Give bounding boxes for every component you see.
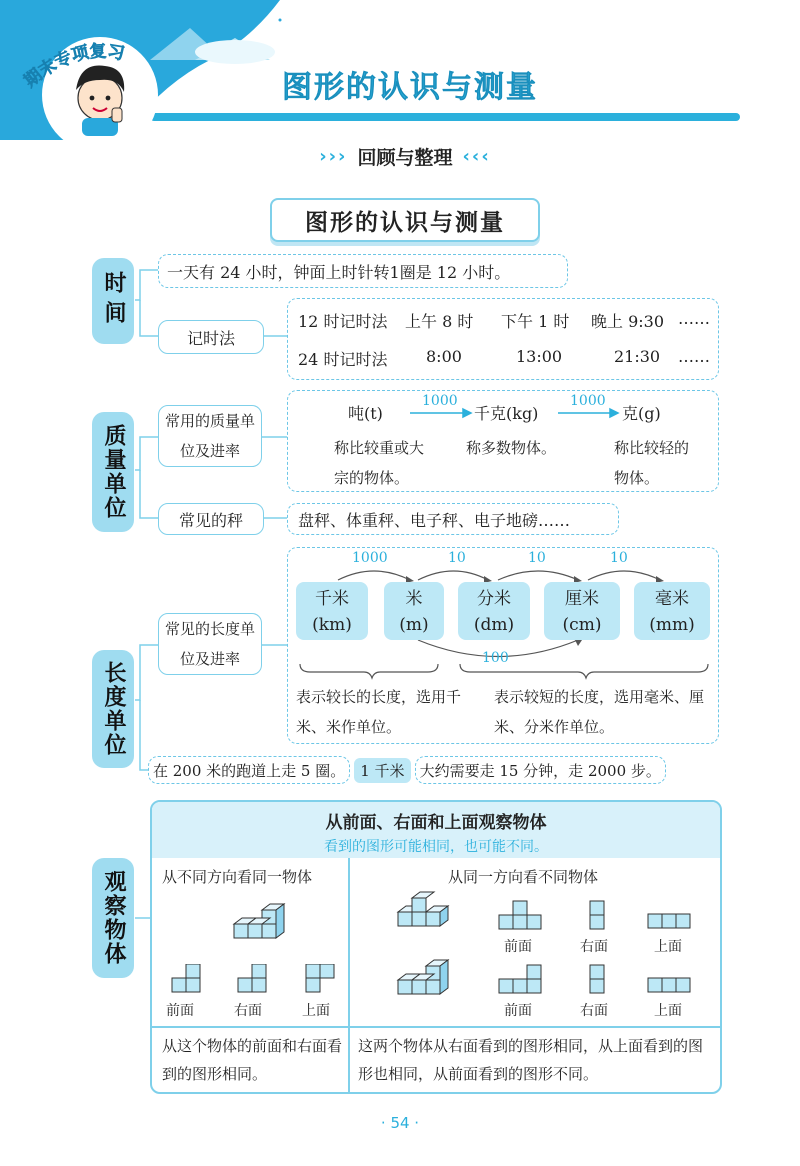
right-arrows-icon: ‹‹‹ (462, 145, 491, 167)
length-example-left (148, 756, 350, 784)
front-view-icon (170, 964, 202, 994)
length-units-box (287, 547, 719, 744)
time-row2-b: 13:00 (516, 347, 563, 366)
mass-unit-kg: 千克(kg) (474, 404, 539, 423)
left-right-label: 右面 (234, 1003, 262, 1019)
section-title: 回顾与整理 (357, 146, 453, 169)
object-b-right-label: 右面 (580, 1003, 608, 1019)
unit-m (384, 582, 444, 640)
unit-dm-sym: (dm) (473, 615, 515, 635)
length-label (92, 650, 134, 768)
object-b-top-label: 上面 (654, 1003, 682, 1019)
time-row1-more: …… (678, 309, 710, 328)
unit-dm (458, 582, 530, 640)
mass-scales-text: 盘秤、体重秤、电子秤、电子地磅…… (298, 510, 571, 530)
time-row1-name: 12 时记时法 (298, 312, 388, 331)
length-label-text: 长度单位 (101, 661, 126, 757)
observe-header (152, 802, 720, 858)
length-braces (288, 660, 718, 680)
time-fact-text: 一天有 24 小时，钟面上时针转1圈是 12 小时。 (167, 262, 511, 282)
unit-cm (544, 582, 620, 640)
length-desc-long: 表示较长的长度，选用千米、米作单位。 (296, 688, 462, 736)
time-row2-name: 24 时记时法 (298, 350, 388, 369)
length-units-label (158, 613, 262, 675)
length-units-label-text: 常见的长度单位及进率 (165, 620, 256, 668)
object-a-top-label: 上面 (654, 939, 682, 955)
length-example-mid-text: 1 千米 (360, 761, 405, 780)
time-row1-a: 上午 8 时 (405, 312, 474, 331)
mass-arrows (288, 391, 718, 431)
mass-desc-g: 称比较轻的物体。 (614, 439, 690, 487)
length-example (148, 756, 720, 784)
page-header-title: 图形的认识与测量 (282, 70, 538, 105)
length-rate4: 10 (610, 550, 628, 566)
time-label-text: 时间 (101, 271, 126, 331)
observe-right-note: 这两个物体从右面看到的图形相同，从上面看到的图形也相同，从前面看到的图形不同。 (358, 1037, 704, 1083)
unit-mm-name: 毫米 (655, 589, 689, 609)
unit-km (296, 582, 368, 640)
object-a-top-icon (646, 912, 692, 930)
observe-title: 从前面、右面和上面观察物体 (325, 813, 547, 833)
mass-unit-t: 吨(t) (348, 404, 383, 423)
time-row2-more: …… (678, 347, 710, 366)
main-title: 图形的认识与测量 (305, 209, 505, 236)
length-example-left-text: 在 200 米的跑道上走 5 圈。 (153, 761, 346, 780)
length-example-right-text: 大约需要走 15 分钟，走 2000 步。 (419, 761, 661, 780)
mass-units-label (158, 405, 262, 467)
length-example-right (415, 756, 666, 784)
object-b-right-icon (588, 964, 606, 996)
length-rate3: 10 (528, 550, 546, 566)
time-method-box (287, 298, 719, 380)
object-a-icon (396, 888, 452, 932)
mass-scale-label (158, 503, 264, 535)
object-b-icon (396, 958, 452, 998)
object-b-front-label: 前面 (504, 1003, 532, 1019)
left-arrows-icon: ››› (319, 145, 348, 167)
top-view-icon (304, 964, 336, 994)
mass-units-label-text: 常用的质量单位及进率 (165, 412, 256, 460)
observe-label-text: 观察物体 (101, 870, 126, 966)
object-a-right-label: 右面 (580, 939, 608, 955)
length-desc-short: 表示较短的长度，选用毫米、厘米、分米作单位。 (494, 688, 705, 736)
unit-mm (634, 582, 710, 640)
time-label (92, 258, 134, 344)
length-rate1: 1000 (352, 550, 388, 566)
time-row2-a: 8:00 (426, 347, 462, 366)
mass-desc-kg: 称多数物体。 (466, 439, 557, 457)
unit-mm-sym: (mm) (649, 615, 695, 635)
observe-right-heading: 从同一方向看不同物体 (448, 868, 599, 886)
time-row1-c: 晚上 9:30 (591, 312, 665, 331)
mass-label (92, 412, 134, 532)
observe-label (92, 858, 134, 978)
time-method-label-text: 记时法 (186, 328, 235, 348)
mass-units-box (287, 390, 719, 492)
observe-left-note: 从这个物体的前面和右面看到的图形相同。 (162, 1037, 343, 1083)
object-b-top-icon (646, 976, 692, 994)
object-a-front-icon (498, 900, 542, 932)
mass-desc-t: 称比较重或大宗的物体。 (334, 439, 425, 487)
unit-m-name: 米 (405, 589, 423, 609)
object-a-front-label: 前面 (504, 939, 532, 955)
observe-panel (150, 800, 722, 1094)
length-example-mid (354, 758, 410, 783)
mass-rate2: 1000 (570, 393, 606, 409)
mass-label-text: 质量单位 (101, 424, 126, 520)
badge-label: 期末专项复习 (20, 41, 126, 90)
observe-divider-h (152, 1026, 720, 1028)
observe-subtitle: 看到的图形可能相同，也可能不同。 (324, 839, 548, 855)
observe-divider-v (348, 858, 350, 1092)
left-top-label: 上面 (302, 1003, 330, 1019)
unit-dm-name: 分米 (477, 589, 511, 609)
time-fact (158, 254, 568, 288)
mass-scales-box (287, 503, 619, 535)
time-row2-c: 21:30 (614, 347, 661, 366)
unit-km-name: 千米 (315, 589, 349, 609)
mass-unit-g: 克(g) (622, 404, 661, 423)
length-rate2: 10 (448, 550, 466, 566)
left-front-label: 前面 (166, 1003, 194, 1019)
observe-left-heading: 从不同方向看同一物体 (162, 868, 313, 886)
cube-object-icon (230, 900, 302, 944)
unit-km-sym: (km) (312, 615, 352, 635)
mass-scale-label-text: 常见的秤 (178, 510, 243, 530)
unit-cm-sym: (cm) (562, 615, 602, 635)
time-method-label (158, 320, 264, 354)
unit-cm-name: 厘米 (565, 589, 599, 609)
time-row1-b: 下午 1 时 (501, 312, 570, 331)
object-a-right-icon (588, 900, 606, 932)
unit-m-sym: (m) (399, 615, 429, 635)
right-view-icon (236, 964, 268, 994)
object-b-front-icon (498, 964, 542, 996)
page-number: · 54 · (380, 1114, 420, 1132)
length-rate-bottom: 100 (482, 650, 509, 666)
mass-rate1: 1000 (422, 393, 458, 409)
